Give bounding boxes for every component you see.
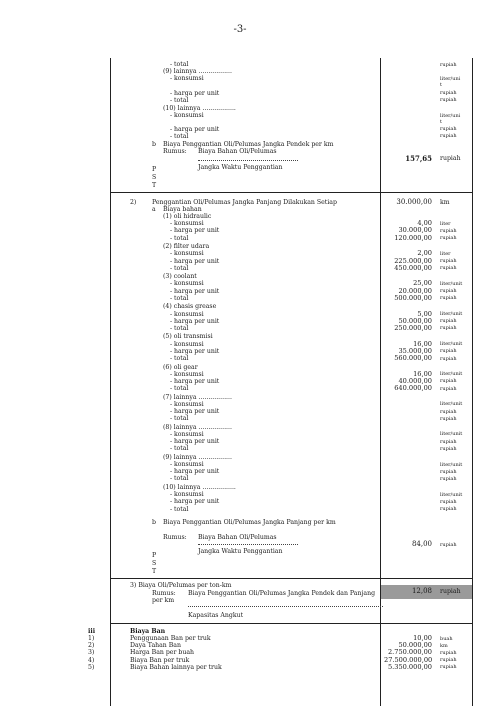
item-name: (6) oli gear [163, 363, 198, 371]
item-total-unit: rupiah [440, 295, 457, 302]
top-rumus-numerator: Biaya Bahan Oli/Pelumas [198, 148, 277, 155]
section-iii-number: iii [88, 628, 96, 635]
top-rupiah-unit: rupiah [440, 62, 457, 68]
ban-item-label: Daya Tahan Ban [130, 642, 181, 650]
item-konsumsi-unit: liter/unit [440, 431, 463, 438]
section2-a-label: a [152, 206, 156, 213]
top-b-title: Biaya Penggantian Oli/Pelumas Jangka Pendek per km [163, 141, 334, 148]
section2-pst-s: S [152, 560, 157, 567]
item-konsumsi-label: - konsumsi [170, 280, 204, 288]
top-lainnya-10: (10) lainnya ................. [163, 105, 236, 112]
section2-title: Penggantian Oli/Pelumas Jangka Panjang Dilakukan Setiap [152, 199, 337, 206]
item-name: (9) lainnya ................. [163, 453, 232, 461]
top-pst-p: P [152, 166, 157, 173]
top-rumus-fraction-line [198, 160, 298, 161]
ban-item-value: 10,00 [413, 634, 432, 642]
item-konsumsi-label: - konsumsi [170, 491, 204, 499]
item-name: (5) oli transmisi [163, 333, 213, 341]
item-name: (1) oli hidraulic [163, 213, 212, 220]
item-total-unit: rupiah [440, 415, 457, 422]
top-liter-unit-2b: t [440, 119, 443, 125]
ban-item-label: Biaya Bahan lainnya per truk [130, 663, 222, 671]
top-liter-unit-a: liter/uni [440, 76, 461, 82]
ban-item-label: Harga Ban per buah [130, 649, 195, 657]
top-b-unit: rupiah [440, 155, 461, 162]
section3-unit: rupiah [440, 588, 461, 595]
section2-rumus-label: Rumus: [163, 534, 187, 541]
item-total-unit: rupiah [440, 325, 457, 332]
item-harga-unit: rupiah [440, 288, 457, 295]
top-rupiah-unit-4: rupiah [440, 126, 457, 132]
item-harga-unit: rupiah [440, 498, 457, 505]
separator-section2 [110, 192, 472, 193]
item-total-label: - total [170, 294, 189, 302]
item-konsumsi-value: 25,00 [413, 279, 432, 288]
ban-item-number: 1) [88, 635, 95, 642]
item-harga-label: - harga per unit [170, 347, 220, 355]
item-konsumsi-value: 2,00 [417, 249, 432, 258]
item-total-label: - total [170, 445, 189, 453]
ban-item-label: Penggunaan Ban per truk [130, 635, 211, 642]
section2-number: 2) [130, 199, 137, 206]
item-konsumsi-value: 16,00 [413, 369, 432, 378]
item-konsumsi-unit: liter/unit [440, 341, 463, 348]
section2-title-unit: km [440, 199, 450, 206]
top-total-label-2: - total [170, 97, 189, 104]
ban-item-unit: km [440, 642, 448, 649]
section2-pst-p: P [152, 552, 157, 559]
item-konsumsi-unit: liter [440, 220, 451, 227]
item-harga-label: - harga per unit [170, 468, 220, 476]
item-harga-unit: rupiah [440, 438, 457, 445]
item-total-label: - total [170, 475, 189, 483]
item-total-unit: rupiah [440, 385, 457, 392]
item-harga-label: - harga per unit [170, 377, 220, 385]
section3-value: 12,08 [411, 587, 432, 595]
item-total-label: - total [170, 505, 189, 513]
top-liter-unit-b: t [440, 82, 443, 88]
item-harga-value: 40.000,00 [398, 376, 432, 385]
top-rupiah-unit-2: rupiah [440, 90, 457, 96]
item-name: (8) lainnya ................. [163, 423, 232, 431]
left-border [110, 58, 111, 706]
top-konsumsi-label: - konsumsi [170, 75, 204, 82]
ban-item-label: Biaya Ban per truk [130, 656, 190, 664]
item-total-label: - total [170, 234, 189, 242]
section-iii-title: Biaya Ban [130, 628, 166, 635]
section3-rumus-numerator-2: per km [152, 597, 175, 604]
section2-rumus-numerator: Biaya Bahan Oli/Pelumas [198, 534, 277, 541]
ban-item-unit: rupiah [440, 657, 457, 664]
section3-title: 3) Biaya Oli/Pelumas per ton-km [130, 582, 232, 589]
ban-item-number: 4) [88, 656, 95, 664]
ban-item-value: 5.350.000,00 [387, 662, 432, 671]
top-b-value: 157,65 [405, 154, 432, 163]
item-total-value: 560.000,00 [394, 354, 432, 362]
section2-rumus-denominator: Jangka Waktu Penggantian [198, 548, 283, 555]
item-harga-unit: rupiah [440, 378, 457, 385]
section3-rumus-fraction-line [188, 606, 383, 607]
item-name: (7) lainnya ................. [163, 393, 232, 401]
section2-rumus-fraction-line [198, 544, 298, 545]
top-total-label: - total [170, 61, 189, 68]
item-total-value: 450.000,00 [394, 263, 432, 272]
item-total-value: 640.000,00 [394, 384, 432, 393]
item-konsumsi-unit: liter/unit [440, 401, 463, 408]
item-name: (3) coolant [163, 273, 197, 281]
section3-rumus-denominator: Kapasitas Angkut [188, 612, 244, 619]
item-total-unit: rupiah [440, 445, 457, 452]
item-konsumsi-unit: liter/unit [440, 491, 463, 498]
item-harga-unit: rupiah [440, 318, 457, 325]
item-harga-label: - harga per unit [170, 498, 220, 506]
section2-b-value: 84,00 [411, 540, 432, 548]
section3-rumus-label: Rumus: [152, 590, 176, 597]
item-name: (10) lainnya ................. [163, 483, 236, 491]
item-konsumsi-value: 16,00 [413, 339, 432, 348]
item-konsumsi-label: - konsumsi [170, 220, 204, 228]
item-harga-value: 225.000,00 [394, 256, 432, 265]
item-total-value: 250.000,00 [394, 323, 432, 332]
item-harga-value: 35.000,00 [398, 346, 432, 355]
item-total-label: - total [170, 385, 189, 393]
ban-item-unit: rupiah [440, 664, 457, 671]
item-harga-label: - harga per unit [170, 257, 220, 265]
section2-pst-t: T [152, 568, 157, 575]
top-konsumsi-label-2: - konsumsi [170, 112, 204, 119]
item-harga-unit: rupiah [440, 258, 457, 264]
item-konsumsi-label: - konsumsi [170, 250, 204, 258]
top-total-label-3: - total [170, 133, 189, 140]
item-harga-value: 50.000,00 [398, 316, 432, 325]
item-konsumsi-unit: liter/unit [440, 461, 463, 468]
item-harga-unit: rupiah [440, 227, 457, 234]
top-b-label: b [152, 141, 156, 148]
separator-section3-bottom [110, 623, 472, 624]
item-total-label: - total [170, 415, 189, 423]
top-harga-label-2: - harga per unit [170, 126, 220, 133]
top-harga-label: - harga per unit [170, 90, 220, 97]
item-harga-unit: rupiah [440, 408, 457, 415]
section2-a-title: Biaya bahan [163, 206, 202, 213]
item-konsumsi-label: - konsumsi [170, 340, 204, 348]
section2-b-unit: rupiah [440, 542, 457, 548]
ban-item-unit: buah [440, 635, 453, 642]
item-konsumsi-value: 5,00 [417, 309, 432, 318]
item-harga-label: - harga per unit [170, 317, 220, 325]
section2-b-title: Biaya Penggantian Oli/Pelumas Jangka Panjang per km [163, 519, 336, 526]
top-rupiah-unit-5: rupiah [440, 133, 457, 139]
item-konsumsi-label: - konsumsi [170, 461, 204, 468]
item-harga-label: - harga per unit [170, 227, 220, 235]
item-konsumsi-unit: liter/unit [440, 280, 463, 287]
ban-item-number: 5) [88, 663, 95, 671]
ban-item-number: 3) [88, 649, 95, 657]
item-total-label: - total [170, 264, 189, 272]
item-konsumsi-unit: liter [440, 250, 451, 257]
item-total-unit: rupiah [440, 475, 457, 482]
item-total-unit: rupiah [440, 506, 457, 512]
top-lainnya-9: (9) lainnya ................. [163, 68, 232, 75]
top-pst-t: T [152, 182, 157, 189]
section2-b-label: b [152, 519, 156, 526]
item-total-value: 120.000,00 [394, 233, 432, 242]
item-harga-value: 20.000,00 [398, 286, 432, 295]
top-pst-s: S [152, 174, 157, 181]
separator-section3 [110, 578, 472, 579]
item-total-label: - total [170, 355, 189, 362]
right-border [472, 58, 473, 706]
item-harga-unit: rupiah [440, 468, 457, 475]
ban-item-number: 2) [88, 642, 95, 650]
ban-item-value: 2.750.000,00 [387, 648, 432, 657]
item-konsumsi-label: - konsumsi [170, 370, 204, 378]
ban-item-unit: rupiah [440, 649, 457, 656]
item-total-unit: rupiah [440, 235, 457, 242]
item-total-label: - total [170, 324, 189, 332]
top-liter-unit-2a: liter/uni [440, 113, 461, 119]
item-konsumsi-unit: liter/unit [440, 371, 463, 378]
item-total-unit: rupiah [440, 355, 457, 362]
ban-item-value: 27.500.000,00 [384, 655, 433, 664]
top-rumus-label: Rumus: [163, 148, 187, 155]
top-rupiah-unit-3: rupiah [440, 97, 457, 103]
top-rumus-denominator: Jangka Waktu Penggantian [198, 164, 283, 171]
ban-item-value: 50.000,00 [398, 641, 432, 650]
item-konsumsi-label: - konsumsi [170, 430, 204, 438]
section3-rumus-numerator-1: Biaya Penggantian Oli/Pelumas Jangka Pendek dan Panjang [188, 590, 376, 597]
item-konsumsi-unit: liter/unit [440, 311, 463, 317]
item-konsumsi-value: 4,00 [417, 219, 432, 228]
page-number: -3- [233, 24, 247, 35]
item-konsumsi-label: - konsumsi [170, 310, 204, 318]
item-harga-value: 30.000,00 [398, 226, 432, 235]
item-konsumsi-label: - konsumsi [170, 400, 204, 408]
item-total-unit: rupiah [440, 265, 457, 272]
item-name: (4) chasis grease [163, 303, 217, 311]
item-harga-unit: rupiah [440, 348, 457, 355]
item-name: (2) filter udara [163, 243, 210, 251]
item-harga-label: - harga per unit [170, 408, 220, 415]
value-column-divider [380, 58, 381, 706]
item-total-value: 500.000,00 [394, 293, 432, 302]
section2-title-value: 30.000,00 [396, 198, 432, 206]
item-harga-label: - harga per unit [170, 438, 220, 446]
item-harga-label: - harga per unit [170, 287, 220, 295]
